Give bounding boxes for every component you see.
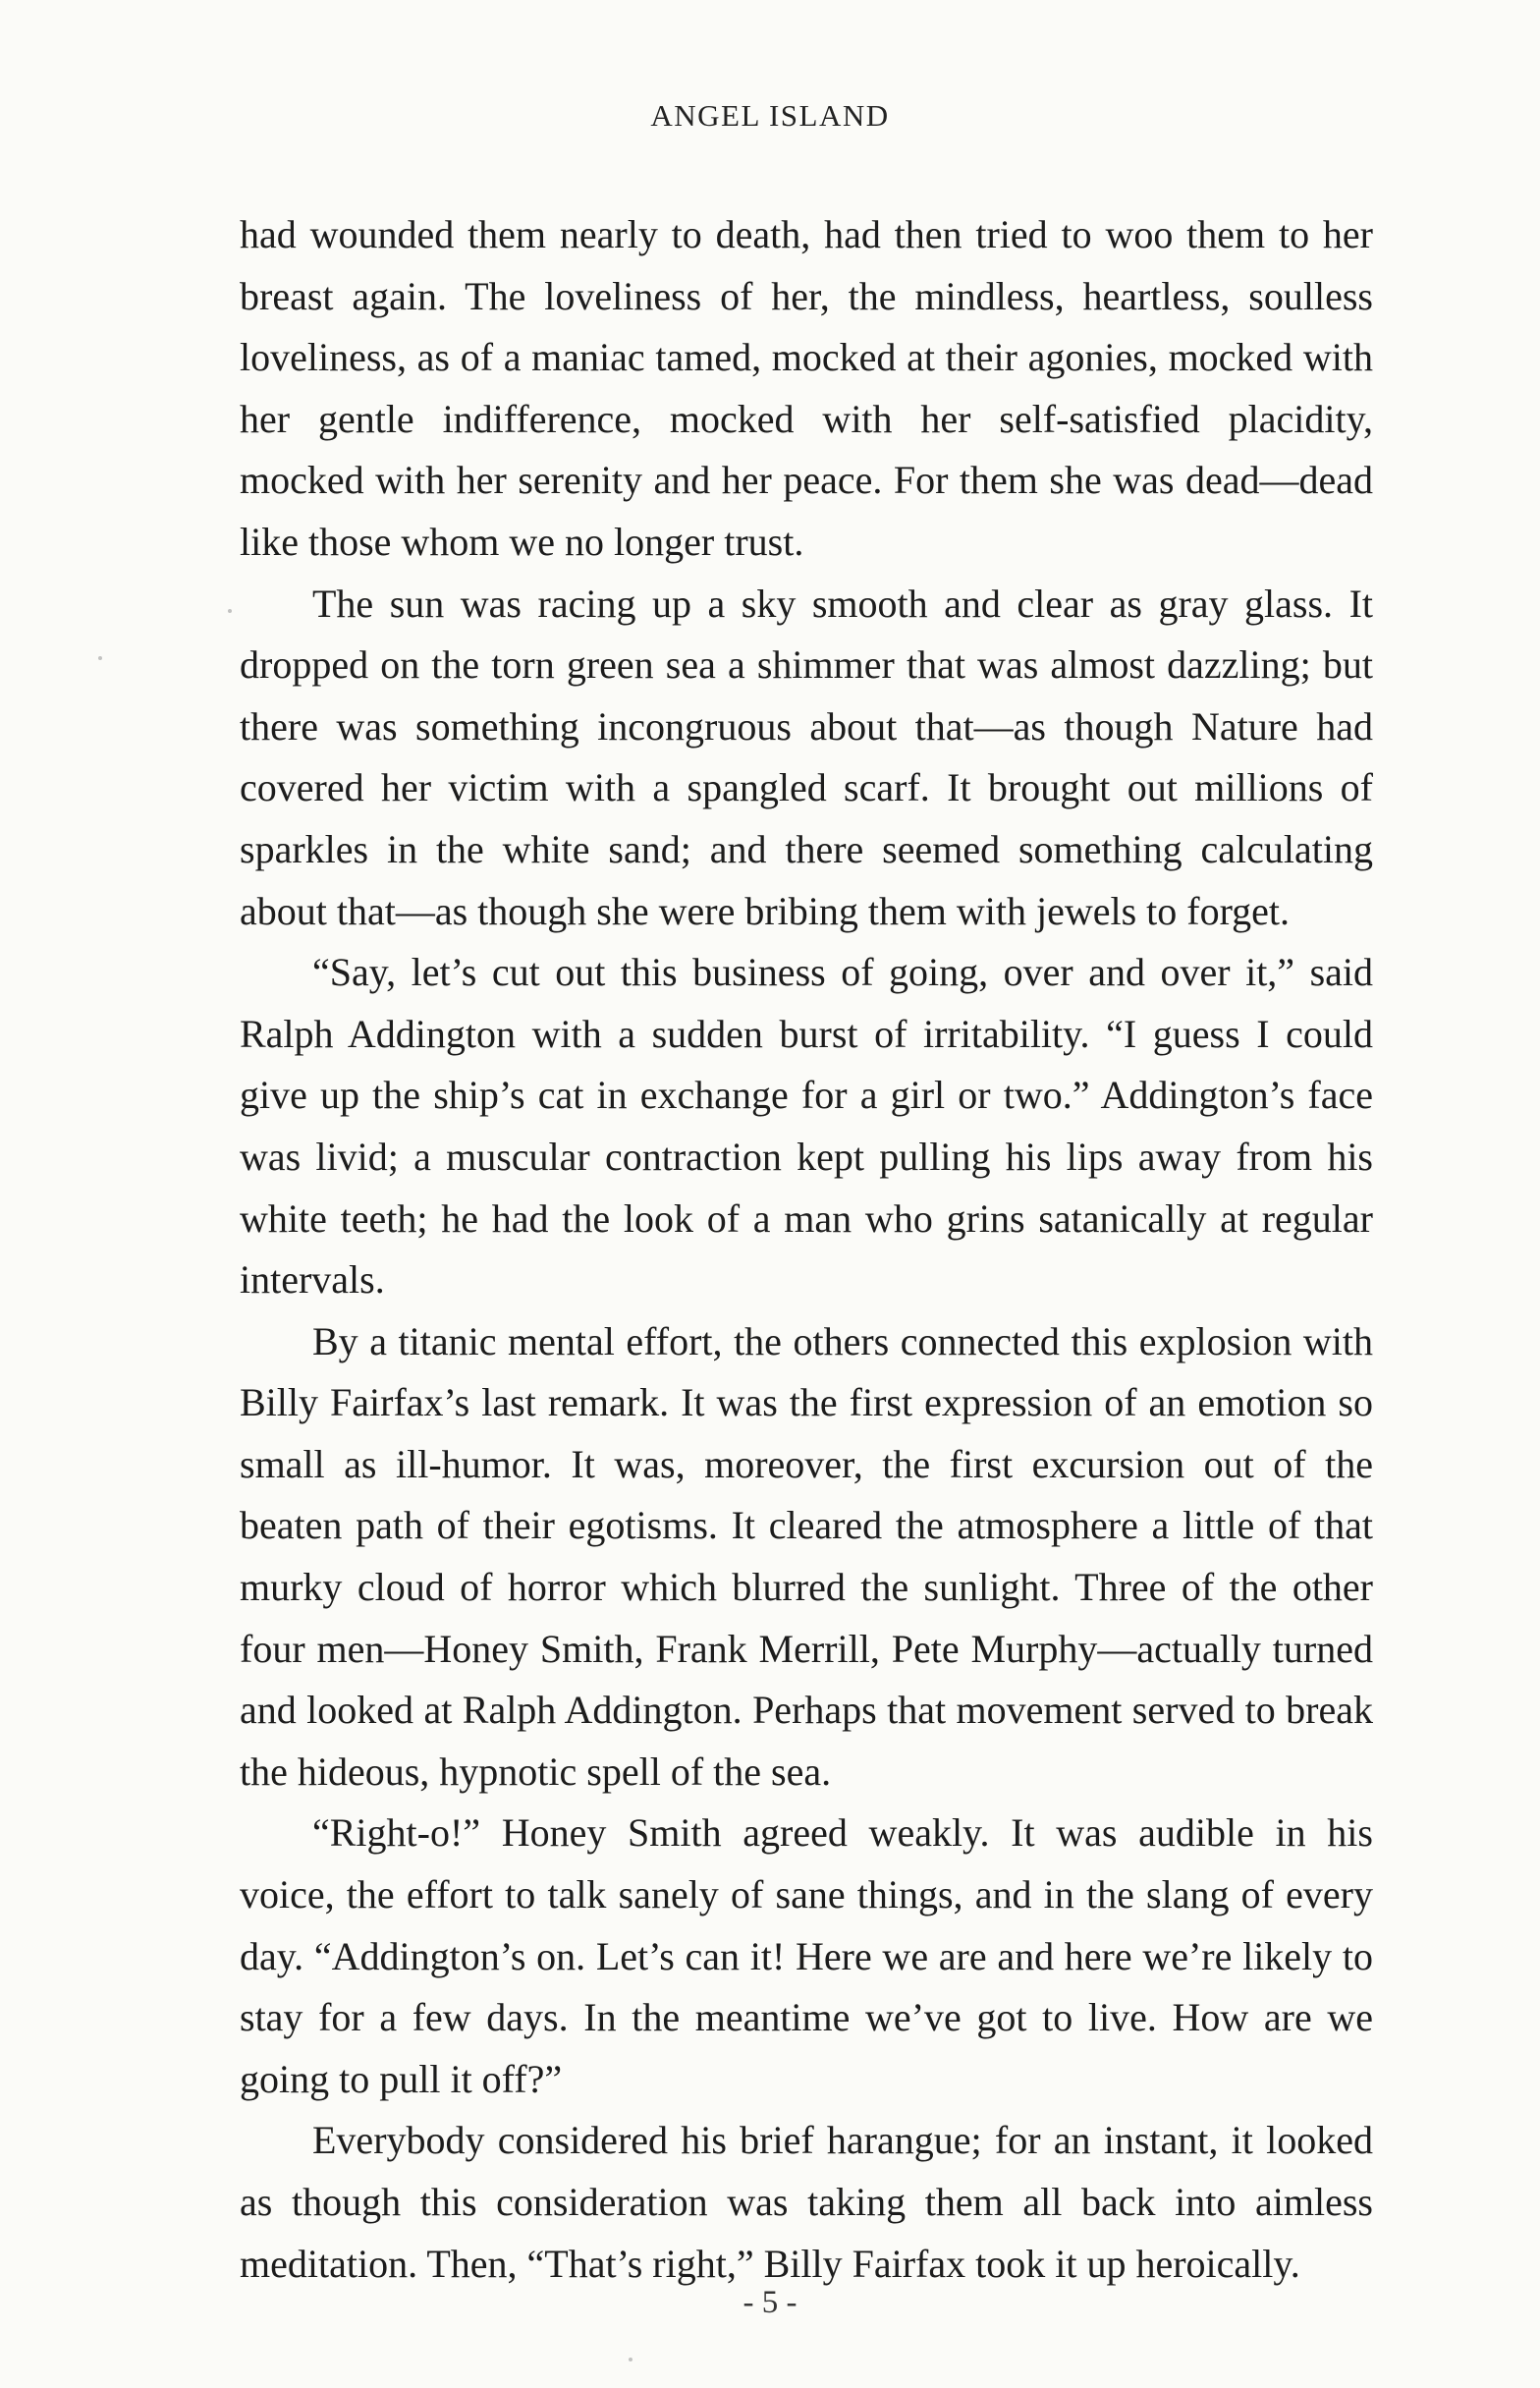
running-head: ANGEL ISLAND <box>650 98 890 133</box>
page-number: - 5 - <box>742 2285 798 2320</box>
body-text <box>240 204 1373 2295</box>
print-speck <box>98 656 102 660</box>
paragraph-1: had wounded them nearly to death, had then tried to woo them to her breast again. The loveliness of her, the mindless, heartless, soulless loveliness, as of a maniac tamed, mocked at their agonies, mocked with her gentle indifference, mocked with her self-satisfied placidity, mocked with her serenity and her peace. For them she was dead—dead like those whom we no longer trust. <box>240 212 1373 564</box>
paragraph-5: “Right-o!” Honey Smith agreed weakly. It was audible in his voice, the effort to talk sanely of sane things, and in the slang of every day. “Addington’s on. Let’s can it! Here we are and here we’re likely to stay for a few days. In the meantime we’ve got to live. How are we going to pull it off?” <box>240 1810 1373 2101</box>
print-speck <box>629 2358 632 2361</box>
paragraph-3: “Say, let’s cut out this business of going, over and over it,” said Ralph Addington with a sudden burst of irritability. “I guess I could give up the ship’s cat in exchange for a girl or two.” Addington’s face was livid; a muscular contraction kept pulling his lips away from his white teeth; he had the look of a man who grins satanically at regular intervals. <box>240 950 1373 1303</box>
paragraph-2: The sun was racing up a sky smooth and clear as gray glass. It dropped on the torn green sea a shimmer that was almost dazzling; but there was something incongruous about that—as though Nature had covered her victim with a spangled scarf. It brought out millions of sparkles in the white sand; and there seemed something calculating about that—as though she were bribing them with jewels to forget. <box>240 581 1373 933</box>
paragraph-6: Everybody considered his brief harangue; for an instant, it looked as though this consideration was taking them all back into aimless meditation. Then, “That’s right,” Billy Fairfax took it up heroically. <box>240 2118 1373 2286</box>
paragraph-4: By a titanic mental effort, the others connected this explosion with Billy Fairfax’s last remark. It was the first expression of an emotion so small as ill-humor. It was, moreover, the first excursion out of the beaten path of their egotisms. It cleared the atmosphere a little of that murky cloud of horror which blurred the sunlight. Three of the other four men—Honey Smith, Frank Merrill, Pete Murphy—actually turned and looked at Ralph Addington. Perhaps that movement served to break the hideous, hypnotic spell of the sea. <box>240 1318 1373 1794</box>
print-speck <box>228 609 232 613</box>
